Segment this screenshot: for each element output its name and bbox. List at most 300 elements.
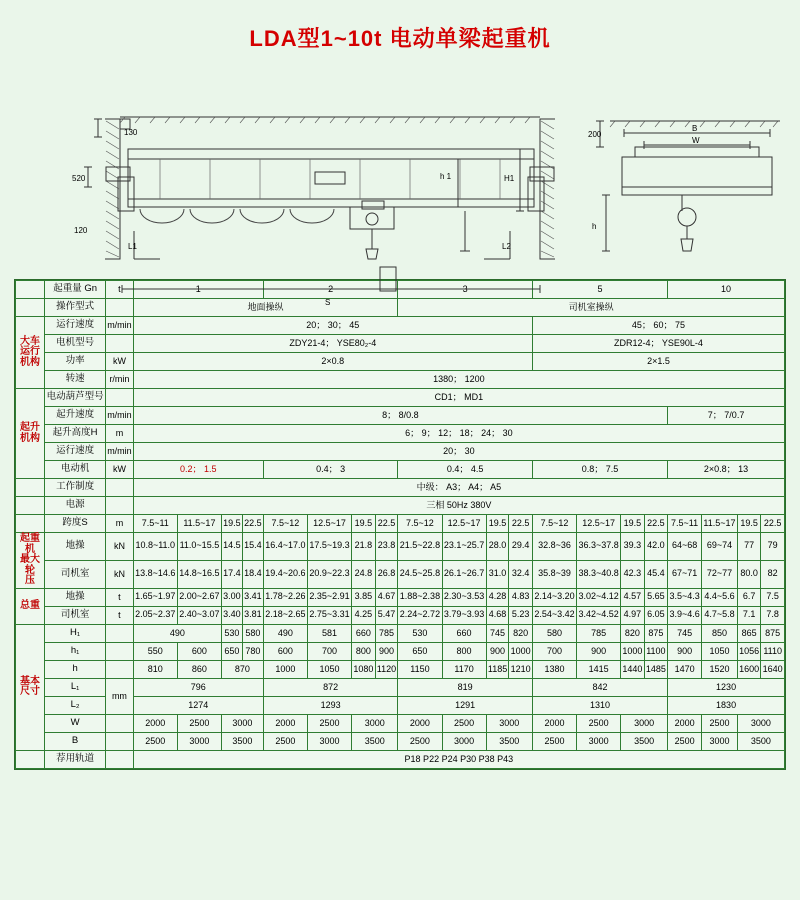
L1-2: 819 [398, 678, 533, 696]
capacity-2: 2 [263, 281, 398, 299]
W-13: 2500 [702, 714, 738, 732]
weight-ground-10: 4.28 [486, 588, 509, 606]
H1-18: 875 [761, 624, 785, 642]
group-dim-label-2: 尺寸 [20, 686, 40, 697]
span-5: 12.5~17 [307, 515, 351, 533]
B-0: 2500 [133, 732, 177, 750]
H1-11: 580 [532, 624, 576, 642]
weight-cab-4: 2.18~2.65 [263, 606, 307, 624]
weight-cab-12: 2.54~3.42 [532, 606, 576, 624]
table-row-B [16, 732, 785, 750]
table-row-power-supply [16, 497, 785, 515]
table-row-L1 [16, 678, 785, 696]
weight-ground-14: 4.57 [621, 588, 644, 606]
table-row-rail [16, 750, 785, 768]
label-motor-model: 电机型号 [45, 335, 106, 353]
group-wheel-label-1: 起重机 [20, 533, 40, 555]
dim-H1: H1 [504, 174, 515, 183]
dim-120: 120 [74, 226, 88, 235]
wheel-ground-11: 29.4 [509, 533, 532, 561]
unit-H1 [106, 624, 134, 642]
weight-cab-13: 3.42~4.52 [577, 606, 621, 624]
dim-520: 520 [72, 174, 86, 183]
wheel-ground-0: 10.8~11.0 [133, 533, 177, 561]
h1-8: 650 [398, 642, 442, 660]
page-title: LDA型1~10t 电动单梁起重机 [249, 26, 551, 51]
H1-14: 875 [644, 624, 667, 642]
B-1: 3000 [177, 732, 221, 750]
H1-7: 530 [398, 624, 442, 642]
wheel-ground-6: 21.8 [352, 533, 375, 561]
wheel-cab-0: 13.8~14.6 [133, 560, 177, 588]
unit-weight-ground: t [106, 588, 134, 606]
W-12: 2000 [668, 714, 702, 732]
H1-12: 785 [577, 624, 621, 642]
table-row-weight-ground [16, 588, 785, 606]
h-10: 1210 [509, 660, 532, 678]
W-11: 3000 [621, 714, 668, 732]
table-row-motor-model [16, 335, 785, 353]
label-duty: 工作制度 [45, 479, 106, 497]
unit-rail [106, 750, 134, 768]
group-travel-mechanism [16, 317, 45, 389]
table-row-hoist-motor [16, 461, 785, 479]
span-10: 19.5 [486, 515, 509, 533]
run-speed-value: 20； 30 [133, 443, 784, 461]
span-8: 7.5~12 [398, 515, 442, 533]
weight-cab-15: 6.05 [644, 606, 667, 624]
L1-0: 796 [133, 678, 263, 696]
label-rail: 荐用轨道 [45, 750, 106, 768]
weight-ground-8: 1.88~2.38 [398, 588, 442, 606]
W-4: 2500 [307, 714, 351, 732]
dim-W: W [692, 136, 700, 145]
unit-hoist-model [106, 389, 134, 407]
hoist-motor-2: 0.4； 3 [263, 461, 398, 479]
H1-16: 850 [702, 624, 738, 642]
group-dim-label-1: 基本 [20, 675, 40, 687]
unit-wheel-cab: kN [106, 560, 134, 588]
W-0: 2000 [133, 714, 177, 732]
label-L2: L₂ [45, 696, 106, 714]
dim-L1: L1 [128, 242, 137, 251]
unit-W [106, 714, 134, 732]
label-B: B [45, 732, 106, 750]
weight-cab-14: 4.97 [621, 606, 644, 624]
label-operation: 操作型式 [45, 299, 106, 317]
power-supply-value: 三相 50Hz 380V [133, 497, 784, 515]
wheel-ground-3: 15.4 [242, 533, 263, 561]
H1-8: 660 [442, 624, 486, 642]
table-row-lift-height [16, 425, 785, 443]
W-10: 2500 [577, 714, 621, 732]
dim-200: 200 [588, 130, 602, 139]
label-H1: H₁ [45, 624, 106, 642]
B-9: 2500 [532, 732, 576, 750]
lift-height-value: 6； 9； 12； 18； 24； 30 [133, 425, 784, 443]
span-13: 12.5~17 [577, 515, 621, 533]
wheel-ground-19: 79 [761, 533, 785, 561]
row-label-duty-side [16, 479, 45, 497]
unit-weight-cab: t [106, 606, 134, 624]
span-1: 11.5~17 [177, 515, 221, 533]
wheel-cab-13: 38.3~40.8 [577, 560, 621, 588]
dim-L2: L2 [502, 242, 511, 251]
h1-4: 600 [263, 642, 307, 660]
span-16: 7.5~11 [668, 515, 702, 533]
H1-2: 580 [242, 624, 263, 642]
unit-span: m [106, 515, 134, 533]
span-6: 19.5 [352, 515, 375, 533]
operation-cab: 司机室操纵 [398, 299, 785, 317]
capacity-3: 3 [398, 281, 533, 299]
h1-5: 700 [307, 642, 351, 660]
L2-0: 1274 [133, 696, 263, 714]
h-11: 1380 [532, 660, 576, 678]
wheel-cab-3: 18.4 [242, 560, 263, 588]
L2-1: 1293 [263, 696, 398, 714]
unit-hoist-motor: kW [106, 461, 134, 479]
B-11: 3500 [621, 732, 668, 750]
dim-h1: h 1 [440, 172, 452, 181]
L2-2: 1291 [398, 696, 533, 714]
table-row-h1 [16, 642, 785, 660]
wheel-cab-9: 26.1~26.7 [442, 560, 486, 588]
unit-speed: r/min [106, 371, 134, 389]
h-6: 1120 [375, 660, 398, 678]
h1-15: 1100 [644, 642, 667, 660]
table-row-weight-cab [16, 606, 785, 624]
wheel-cab-8: 24.5~25.8 [398, 560, 442, 588]
label-h1: h₁ [45, 642, 106, 660]
wheel-cab-15: 45.4 [644, 560, 667, 588]
hoist-motor-3: 0.4； 4.5 [398, 461, 533, 479]
span-0: 7.5~11 [133, 515, 177, 533]
h-18: 1640 [761, 660, 785, 678]
dim-S: S [325, 298, 331, 307]
unit-travel-speed: m/min [106, 317, 134, 335]
h1-0: 550 [133, 642, 177, 660]
hoist-motor-5: 0.8； 7.5 [532, 461, 667, 479]
H1-9: 745 [486, 624, 509, 642]
wheel-ground-10: 28.0 [486, 533, 509, 561]
unit-lift-speed: m/min [106, 407, 134, 425]
H1-3: 490 [263, 624, 307, 642]
span-15: 22.5 [644, 515, 667, 533]
B-10: 3000 [577, 732, 621, 750]
unit-lift-height: m [106, 425, 134, 443]
wheel-ground-9: 23.1~25.7 [442, 533, 486, 561]
h1-13: 900 [577, 642, 621, 660]
weight-cab-8: 2.24~2.72 [398, 606, 442, 624]
W-1: 2500 [177, 714, 221, 732]
span-4: 7.5~12 [263, 515, 307, 533]
h-8: 1170 [442, 660, 486, 678]
group-wheel-pressure [16, 533, 45, 589]
span-3: 22.5 [242, 515, 263, 533]
span-19: 22.5 [761, 515, 785, 533]
label-power-supply: 电源 [45, 497, 106, 515]
W-7: 2500 [442, 714, 486, 732]
label-weight-cab: 司机室 [45, 606, 106, 624]
travel-speed-cab: 45； 60； 75 [532, 317, 784, 335]
h1-16: 900 [668, 642, 702, 660]
weight-cab-9: 3.79~3.93 [442, 606, 486, 624]
wheel-ground-17: 69~74 [702, 533, 738, 561]
unit-wheel-ground: kN [106, 533, 134, 561]
B-8: 3500 [486, 732, 532, 750]
group-travel-label-3: 机构 [20, 356, 40, 368]
span-9: 12.5~17 [442, 515, 486, 533]
group-wheel-label-2: 最大轮 [20, 554, 40, 576]
label-hoist-motor: 电动机 [45, 461, 106, 479]
unit-capacity: t [106, 281, 134, 299]
B-6: 2500 [398, 732, 442, 750]
h1-10: 900 [486, 642, 509, 660]
wheel-cab-7: 26.8 [375, 560, 398, 588]
H1-4: 581 [307, 624, 351, 642]
h-9: 1185 [486, 660, 509, 678]
weight-cab-0: 2.05~2.37 [133, 606, 177, 624]
wheel-cab-6: 24.8 [352, 560, 375, 588]
specification-table [14, 279, 786, 770]
label-lift-speed: 起升速度 [45, 407, 106, 425]
wheel-ground-8: 21.5~22.8 [398, 533, 442, 561]
table-row-run-speed [16, 443, 785, 461]
label-L1: L₁ [45, 678, 106, 696]
h1-18: 1056 [737, 642, 760, 660]
h1-17: 1050 [702, 642, 738, 660]
h1-11: 1000 [509, 642, 532, 660]
weight-cab-5: 2.75~3.31 [307, 606, 351, 624]
H1-5: 660 [352, 624, 375, 642]
W-2: 3000 [221, 714, 263, 732]
h1-12: 700 [532, 642, 576, 660]
L2-4: 1830 [668, 696, 785, 714]
B-13: 3000 [702, 732, 738, 750]
group-hoist-label-1: 起升 [20, 422, 40, 433]
table-row-hoist-model [16, 389, 785, 407]
wheel-cab-14: 42.3 [621, 560, 644, 588]
row-label-rail-side [16, 750, 45, 768]
label-span: 跨度S [45, 515, 106, 533]
L1-3: 842 [532, 678, 667, 696]
table-row-H1 [16, 624, 785, 642]
unit-operation [106, 299, 134, 317]
capacity-10: 10 [668, 281, 785, 299]
H1-10: 820 [509, 624, 532, 642]
weight-ground-2: 3.00 [221, 588, 242, 606]
wheel-cab-2: 17.4 [221, 560, 242, 588]
capacity-5: 5 [532, 281, 667, 299]
weight-ground-11: 4.83 [509, 588, 532, 606]
group-basic-dimensions [16, 624, 45, 750]
table-row-speed [16, 371, 785, 389]
weight-ground-12: 2.14~3.20 [532, 588, 576, 606]
unit-motor-model [106, 335, 134, 353]
span-11: 22.5 [509, 515, 532, 533]
h1-6: 800 [352, 642, 375, 660]
weight-cab-17: 4.7~5.8 [702, 606, 738, 624]
motor-model-ground: ZDY21-4； YSE80₂-4 [133, 335, 532, 353]
weight-cab-3: 3.81 [242, 606, 263, 624]
weight-cab-18: 7.1 [737, 606, 760, 624]
rail-value: P18 P22 P24 P30 P38 P43 [133, 750, 784, 768]
wheel-cab-12: 35.8~39 [532, 560, 576, 588]
wheel-ground-16: 64~68 [668, 533, 702, 561]
row-label-span-side [16, 515, 45, 533]
B-14: 3500 [737, 732, 784, 750]
group-total-weight [16, 588, 45, 624]
label-capacity: 起重量 Gn [45, 281, 106, 299]
unit-h1 [106, 642, 134, 660]
h-12: 1415 [577, 660, 621, 678]
h1-9: 800 [442, 642, 486, 660]
wheel-ground-15: 42.0 [644, 533, 667, 561]
weight-cab-7: 5.47 [375, 606, 398, 624]
motor-model-cab: ZDR12-4； YSE90L-4 [532, 335, 784, 353]
h-14: 1485 [644, 660, 667, 678]
weight-ground-5: 2.35~2.91 [307, 588, 351, 606]
W-14: 3000 [737, 714, 784, 732]
row-label-operation-side [16, 299, 45, 317]
W-9: 2000 [532, 714, 576, 732]
H1-15: 745 [668, 624, 702, 642]
label-hoist-model: 电动葫芦型号 [45, 389, 106, 407]
wheel-cab-11: 32.4 [509, 560, 532, 588]
wheel-ground-1: 11.0~15.5 [177, 533, 221, 561]
wheel-cab-18: 80.0 [737, 560, 760, 588]
h-2: 870 [221, 660, 263, 678]
group-travel-label-2: 运行 [20, 346, 40, 358]
wheel-ground-13: 36.3~37.8 [577, 533, 621, 561]
wheel-cab-19: 82 [761, 560, 785, 588]
weight-cab-11: 5.23 [509, 606, 532, 624]
weight-cab-6: 4.25 [352, 606, 375, 624]
lift-speed-main: 8； 8/0.8 [133, 407, 667, 425]
span-7: 22.5 [375, 515, 398, 533]
h1-19: 1110 [761, 642, 785, 660]
L1-4: 1230 [668, 678, 785, 696]
capacity-1: 1 [133, 281, 263, 299]
H1-0: 490 [133, 624, 221, 642]
power-ground: 2×0.8 [133, 353, 532, 371]
span-14: 19.5 [621, 515, 644, 533]
wheel-ground-2: 14.5 [221, 533, 242, 561]
group-hoist-mechanism [16, 389, 45, 479]
unit-run-speed: m/min [106, 443, 134, 461]
wheel-cab-16: 67~71 [668, 560, 702, 588]
group-hoist-label-2: 机构 [20, 432, 40, 444]
h1-7: 900 [375, 642, 398, 660]
weight-ground-17: 4.4~5.6 [702, 588, 738, 606]
group-travel-label-1: 大车 [20, 335, 40, 347]
wheel-cab-10: 31.0 [486, 560, 509, 588]
weight-ground-1: 2.00~2.67 [177, 588, 221, 606]
wheel-ground-14: 39.3 [621, 533, 644, 561]
h-7: 1150 [398, 660, 442, 678]
label-travel-speed: 运行速度 [45, 317, 106, 335]
h-17: 1600 [737, 660, 760, 678]
label-power: 功率 [45, 353, 106, 371]
table-row-W [16, 714, 785, 732]
label-wheel-cab: 司机室 [45, 560, 106, 588]
W-3: 2000 [263, 714, 307, 732]
H1-17: 865 [737, 624, 760, 642]
label-lift-height: 起升高度H [45, 425, 106, 443]
table-row-operation [16, 299, 785, 317]
table-row-wheel-cab [16, 560, 785, 588]
weight-ground-3: 3.41 [242, 588, 263, 606]
weight-ground-7: 4.67 [375, 588, 398, 606]
h1-3: 780 [242, 642, 263, 660]
weight-ground-13: 3.02~4.12 [577, 588, 621, 606]
wheel-cab-1: 14.8~16.5 [177, 560, 221, 588]
group-wheel-label-3: 压 [25, 575, 35, 586]
wheel-ground-7: 23.8 [375, 533, 398, 561]
h-15: 1470 [668, 660, 702, 678]
table-row-travel-speed [16, 317, 785, 335]
power-cab: 2×1.5 [532, 353, 784, 371]
B-4: 3000 [307, 732, 351, 750]
weight-cab-16: 3.9~4.6 [668, 606, 702, 624]
span-2: 19.5 [221, 515, 242, 533]
table-row-h [16, 660, 785, 678]
h-3: 1000 [263, 660, 307, 678]
h-4: 1050 [307, 660, 351, 678]
weight-ground-4: 1.78~2.26 [263, 588, 307, 606]
dim-130: 130 [124, 128, 138, 137]
table-row-duty [16, 479, 785, 497]
operation-ground: 地面操纵 [133, 299, 398, 317]
label-weight-ground: 地操 [45, 588, 106, 606]
B-5: 3500 [352, 732, 398, 750]
dim-B: B [692, 124, 698, 133]
H1-1: 530 [221, 624, 242, 642]
weight-ground-9: 2.30~3.53 [442, 588, 486, 606]
table-row-wheel-ground [16, 533, 785, 561]
hoist-motor-10: 2×0.8； 13 [668, 461, 785, 479]
duty-value: 中级： A3； A4； A5 [133, 479, 784, 497]
row-label-capacity [16, 281, 45, 299]
W-5: 3000 [352, 714, 398, 732]
hoist-model-value: CD1； MD1 [133, 389, 784, 407]
label-wheel-ground: 地操 [45, 533, 106, 561]
weight-ground-16: 3.5~4.3 [668, 588, 702, 606]
row-label-power-supply-side [16, 497, 45, 515]
wheel-ground-5: 17.5~19.3 [307, 533, 351, 561]
label-speed: 转速 [45, 371, 106, 389]
group-weight-label-1: 总重 [20, 599, 40, 611]
wheel-ground-18: 77 [737, 533, 760, 561]
h-5: 1080 [352, 660, 375, 678]
hoist-motor-1: 0.2； 1.5 [133, 461, 263, 479]
unit-duty [106, 479, 134, 497]
W-8: 3000 [486, 714, 532, 732]
table-row-lift-speed [16, 407, 785, 425]
h1-1: 600 [177, 642, 221, 660]
weight-cab-10: 4.68 [486, 606, 509, 624]
h1-2: 650 [221, 642, 242, 660]
label-W: W [45, 714, 106, 732]
wheel-ground-4: 16.4~17.0 [263, 533, 307, 561]
unit-power-supply [106, 497, 134, 515]
dim-h: h [592, 222, 597, 231]
unit-power: kW [106, 353, 134, 371]
weight-ground-19: 7.5 [761, 588, 785, 606]
table-row-span [16, 515, 785, 533]
lift-speed-10t: 7； 7/0.7 [668, 407, 785, 425]
